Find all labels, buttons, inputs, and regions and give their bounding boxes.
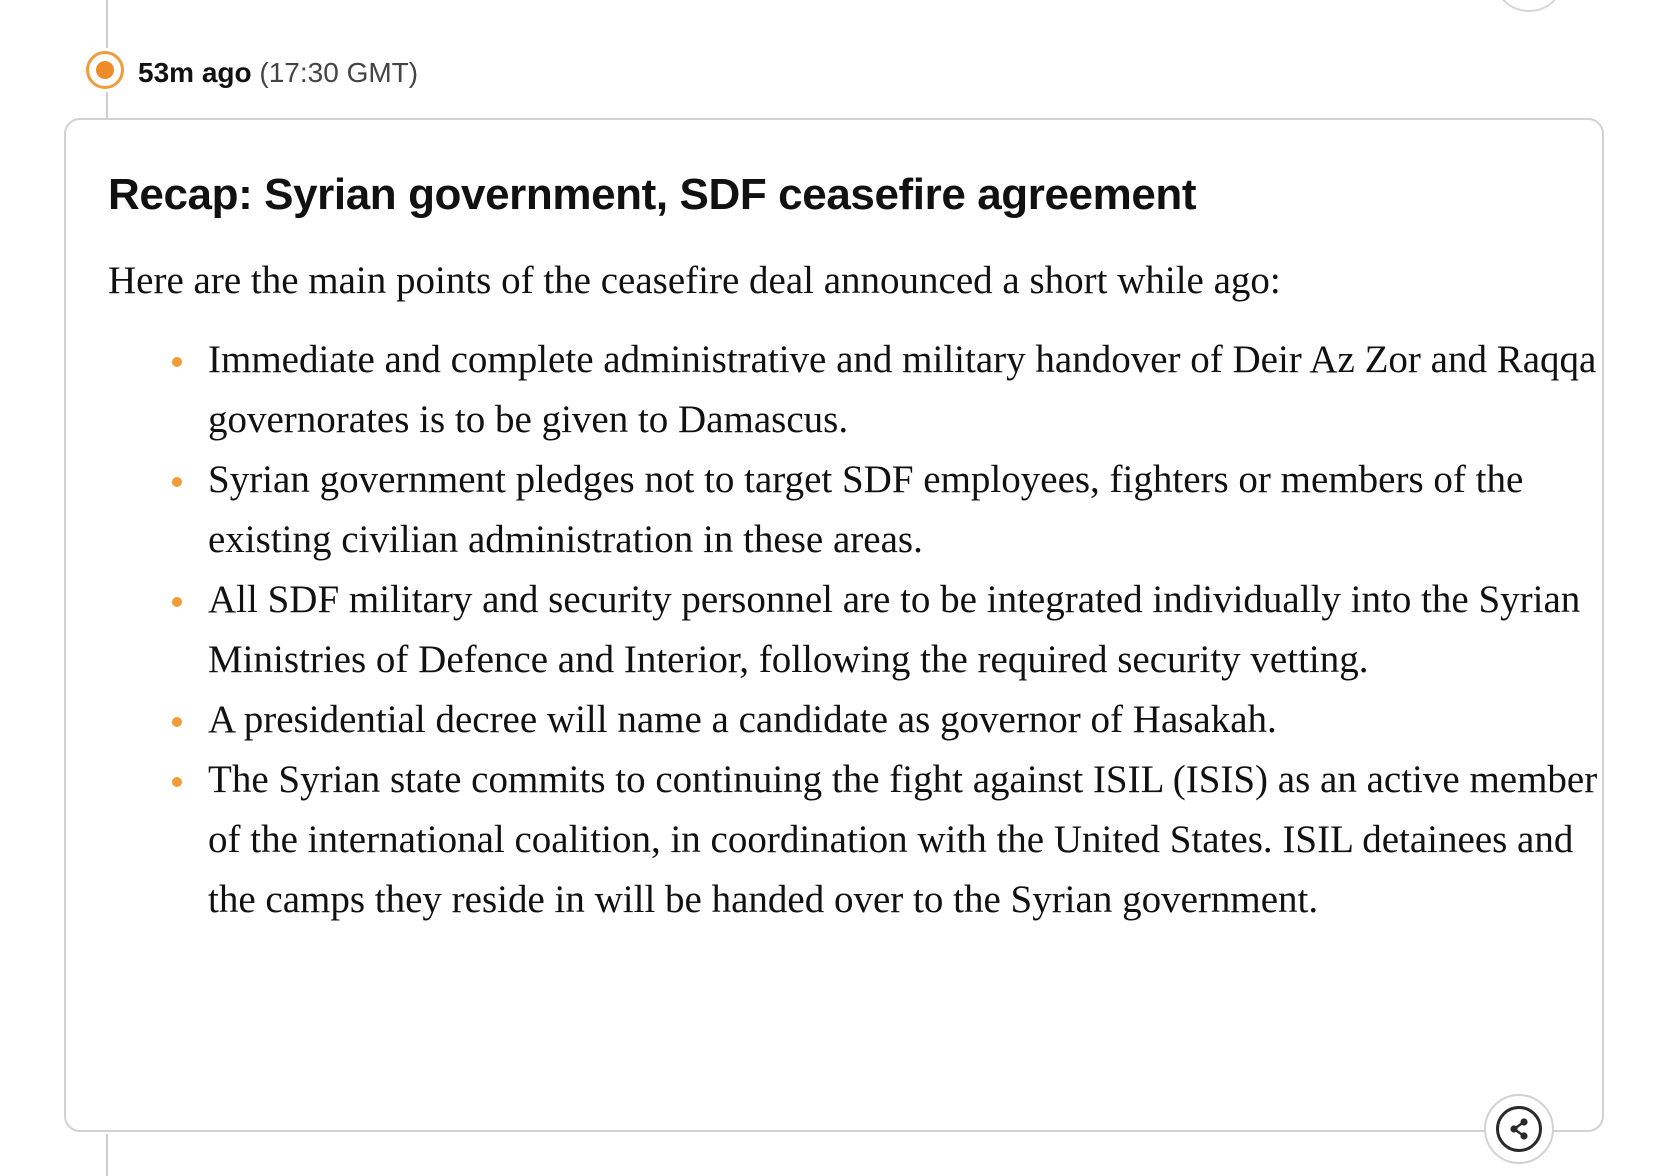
entry-timestamp bbox=[138, 56, 418, 90]
list-item-text: Syrian government pledges not to target SDF employees, fighters or members of the existing civilian administration in these areas. bbox=[208, 458, 1524, 561]
ceasefire-points-list bbox=[208, 330, 1628, 930]
list-item-text: The Syrian state commits to continuing the fight against ISIL (ISIS) as an active member of the international coalition, in coordination with the United States. ISIL detainees and the camps they reside in will be handed over to the Syrian government. bbox=[208, 758, 1598, 921]
post-intro: Here are the main points of the ceasefire deal announced a short while ago: bbox=[108, 259, 1281, 302]
timeline-line-top bbox=[106, 0, 108, 48]
list-item bbox=[208, 750, 1628, 930]
list-item bbox=[208, 690, 1628, 750]
list-item bbox=[208, 570, 1628, 690]
list-item-text: A presidential decree will name a candidate as governor of Hasakah. bbox=[208, 698, 1277, 741]
live-indicator-icon bbox=[86, 51, 124, 89]
bullet-dot bbox=[172, 597, 182, 607]
bullet-dot bbox=[172, 717, 182, 727]
bullet-dot bbox=[172, 357, 182, 367]
share-button[interactable] bbox=[1496, 1106, 1542, 1152]
timeline-line-middle bbox=[106, 92, 108, 120]
live-indicator-dot bbox=[96, 61, 114, 79]
bullet-dot bbox=[172, 477, 182, 487]
list-item-text: All SDF military and security personnel are to be integrated individually into the Syrian Ministries of Defence and Interior, following the required security vetting. bbox=[208, 578, 1581, 681]
time-gmt: (17:30 GMT) bbox=[259, 57, 419, 88]
timeline-line-bottom bbox=[106, 1134, 108, 1176]
list-item bbox=[208, 450, 1628, 570]
share-button-ring bbox=[1484, 1094, 1554, 1164]
bullet-dot bbox=[172, 777, 182, 787]
post-title: Recap: Syrian government, SDF ceasefire agreement bbox=[108, 170, 1197, 219]
share-icon bbox=[1507, 1117, 1531, 1141]
previous-share-button-fragment[interactable] bbox=[1496, 0, 1562, 12]
list-item bbox=[208, 330, 1628, 450]
time-ago: 53m ago bbox=[138, 57, 252, 88]
list-item-text: Immediate and complete administrative and military handover of Deir Az Zor and Raqqa governorates is to be given to Damascus. bbox=[208, 338, 1597, 441]
live-blog-post-card bbox=[64, 118, 1604, 1132]
